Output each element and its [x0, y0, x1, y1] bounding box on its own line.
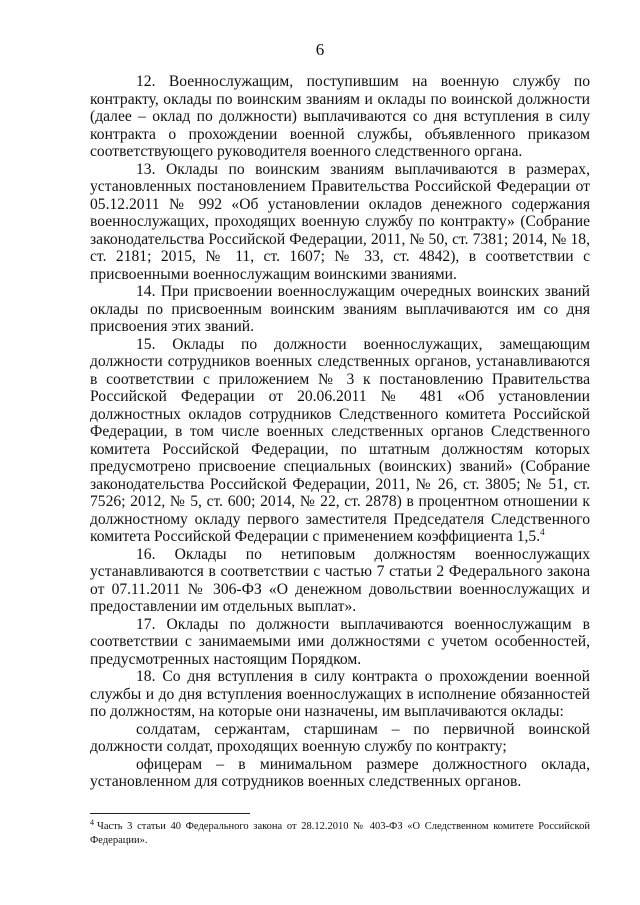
paragraph-18-soldiers: солдатам, сержантам, старшинам – по первичной воинской должности солдат, проходящих военную службу по контракту;	[90, 720, 590, 755]
footnote-divider	[90, 813, 250, 814]
paragraph-15-text: 15. Оклады по должности военнослужащих, замещающим должности сотрудников военных следственных органов, устанавливаются в соответствии с приложением № 3 к постановлению Правительства Российской Федерации от 20.06.2011 № 481 «Об установлении должностных окладов сотрудников Следственного комитета Российской Федерации, в том числе военных следственных органов Следственного комитета Российской Федерации, по штатным должностям которых предусмотрено присвоение специальных (воинских) званий» (Собрание законодательства Российской Федерации, 2011, № 26, ст. 3805; № 51, ст. 7526; 2012, № 5, ст. 600; 2014, № 22, ст. 2878) в процентном отношении к должностному окладу первого заместителя Председателя Следственного комитета Российской Федерации с применением коэффициента 1,5.	[90, 335, 590, 545]
footnote-text: Часть 3 статьи 40 Федерального закона от 28.12.2010 № 403-ФЗ «О Следственном комитете Российской Федерации».	[90, 821, 590, 846]
paragraph-18: 18. Со дня вступления в силу контракта о прохождении военной службы и до дня вступления военнослужащих в исполнение обязанностей по должностям, на которые они назначены, им выплачиваются оклады:	[90, 668, 590, 720]
document-body	[90, 73, 590, 791]
footnote-mark: 4	[90, 817, 94, 827]
paragraph-17: 17. Оклады по должности выплачиваются военнослужащим в соответствии с занимаемыми ими должностями с учетом особенностей, предусмотренных настоящим Порядком.	[90, 615, 590, 668]
footnote	[90, 817, 590, 848]
paragraph-14: 14. При присвоении военнослужащим очередных воинских званий оклады по присвоенным воинским званиям выплачиваются им со дня присвоения этих званий.	[90, 283, 590, 335]
footnote-reference: 4	[540, 526, 545, 537]
paragraph-12: 12. Военнослужащим, поступившим на военную службу по контракту, оклады по воинским званиям и оклады по воинской должности (далее – оклад по должности) выплачиваются со дня вступления в силу контракта о прохождении военной службы, объявленного приказом соответствующего руководителя военного следственного органа.	[90, 73, 590, 160]
page-number: 6	[315, 40, 325, 59]
paragraph-16: 16. Оклады по нетиповым должностям военнослужащих устанавливаются в соответствии с частью 7 статьи 2 Федерального закона от 07.11.2011 № 306-ФЗ «О денежном довольствии военнослужащих и предоставлении им отдельных выплат».	[90, 545, 590, 615]
paragraph-13: 13. Оклады по воинским званиям выплачиваются в размерах, установленных постановлением Правительства Российской Федерации от 05.12.2011 № 992 «Об установлении окладов денежного содержания военнослужащих, проходящих военную службу по контракту» (Собрание законодательства Российской Федерации, 2011, № 50, ст. 7381; 2014, № 18, ст. 2181; 2015, № 11, ст. 1607; № 33, ст. 4842), в соответствии с присвоенными военнослужащим воинскими званиями.	[90, 160, 590, 283]
paragraph-18-officers: офицерам – в минимальном размере должностного оклада, установленном для сотрудников военных следственных органов.	[90, 755, 590, 790]
paragraph-15	[90, 336, 590, 546]
